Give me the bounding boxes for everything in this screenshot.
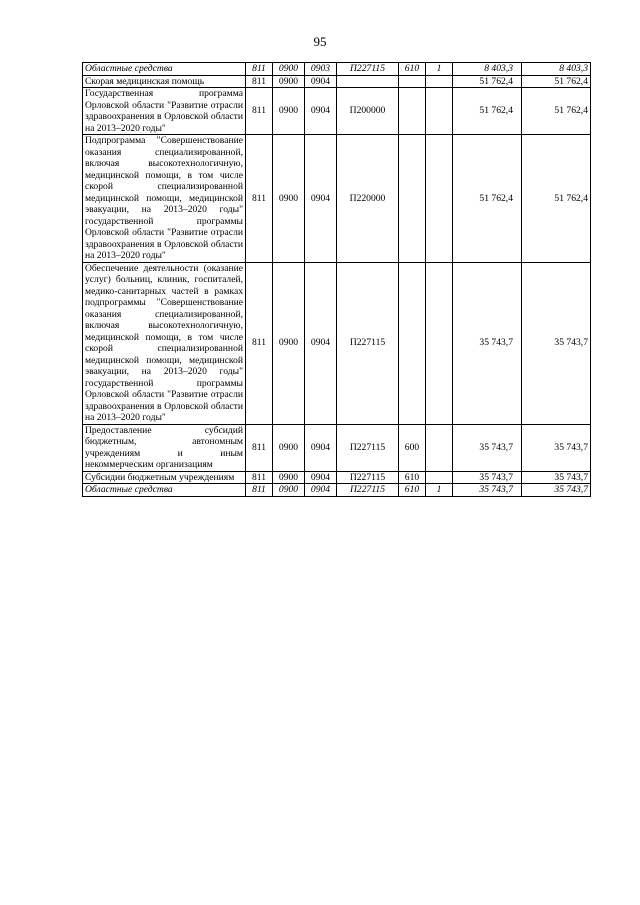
expense-type-code: 610: [399, 471, 426, 484]
amount-2: 35 743,7: [522, 471, 591, 484]
amount-1: 35 743,7: [453, 484, 522, 497]
grbs-code: 811: [246, 262, 273, 424]
target-item-code: П227115: [337, 484, 399, 497]
amount-2: 35 743,7: [522, 262, 591, 424]
subsection-code: 0904: [305, 262, 337, 424]
amount-2: 8 403,3: [522, 63, 591, 76]
grbs-code: 811: [246, 63, 273, 76]
table-row: [83, 471, 591, 484]
grbs-code: 811: [246, 88, 273, 135]
amount-2: 35 743,7: [522, 484, 591, 497]
row-name: Подпрограмма "Совершенствование оказания специализированной, включая высокотехнологичную, медицинской помощи, в том числе скорой специализированной медицинской помощи, медицинской эвакуации, на 2013–2020 годы" государственной программы Орловской области "Развитие отрасли здравоохранения в Орловской области на 2013–2020 годы": [83, 135, 246, 263]
section-code: 0900: [273, 424, 305, 471]
target-item-code: П227115: [337, 262, 399, 424]
page-number: 95: [313, 34, 327, 49]
expense-type-code: [399, 262, 426, 424]
table-row: [83, 424, 591, 471]
amount-1: 35 743,7: [453, 262, 522, 424]
expense-type-code: [399, 135, 426, 263]
target-item-code: П200000: [337, 88, 399, 135]
section-code: 0900: [273, 471, 305, 484]
amount-1: 51 762,4: [453, 88, 522, 135]
target-item-code: П227115: [337, 471, 399, 484]
funding-source-code: [426, 88, 453, 135]
target-item-code: [337, 75, 399, 88]
amount-1: 51 762,4: [453, 75, 522, 88]
target-item-code: П227115: [337, 63, 399, 76]
target-item-code: П220000: [337, 135, 399, 263]
subsection-code: 0904: [305, 135, 337, 263]
section-code: 0900: [273, 63, 305, 76]
budget-table: [82, 62, 591, 497]
row-name: Предоставление субсидий бюджетным, автономным учреждениям и иным некоммерческим организациям: [83, 424, 246, 471]
expense-type-code: 600: [399, 424, 426, 471]
grbs-code: 811: [246, 135, 273, 263]
table-row: [83, 88, 591, 135]
row-name: Областные средства: [83, 484, 246, 497]
row-name: Областные средства: [83, 63, 246, 76]
section-code: 0900: [273, 75, 305, 88]
subsection-code: 0903: [305, 63, 337, 76]
expense-type-code: 610: [399, 63, 426, 76]
amount-2: 51 762,4: [522, 88, 591, 135]
budget-table-body: [83, 63, 591, 497]
expense-type-code: [399, 88, 426, 135]
expense-type-code: [399, 75, 426, 88]
funding-source-code: [426, 75, 453, 88]
amount-1: 35 743,7: [453, 424, 522, 471]
amount-2: 35 743,7: [522, 424, 591, 471]
section-code: 0900: [273, 484, 305, 497]
target-item-code: П227115: [337, 424, 399, 471]
grbs-code: 811: [246, 75, 273, 88]
section-code: 0900: [273, 88, 305, 135]
row-name: Государственная программа Орловской области "Развитие отрасли здравоохранения в Орловской области на 2013–2020 годы": [83, 88, 246, 135]
grbs-code: 811: [246, 424, 273, 471]
subsection-code: 0904: [305, 484, 337, 497]
table-row: [83, 484, 591, 497]
row-name: Скорая медицинская помощь: [83, 75, 246, 88]
subsection-code: 0904: [305, 471, 337, 484]
table-row: [83, 135, 591, 263]
subsection-code: 0904: [305, 424, 337, 471]
grbs-code: 811: [246, 484, 273, 497]
amount-1: 35 743,7: [453, 471, 522, 484]
funding-source-code: [426, 471, 453, 484]
section-code: 0900: [273, 262, 305, 424]
grbs-code: 811: [246, 471, 273, 484]
funding-source-code: [426, 135, 453, 263]
amount-2: 51 762,4: [522, 75, 591, 88]
table-row: [83, 63, 591, 76]
funding-source-code: 1: [426, 63, 453, 76]
subsection-code: 0904: [305, 88, 337, 135]
funding-source-code: [426, 262, 453, 424]
funding-source-code: 1: [426, 484, 453, 497]
amount-1: 51 762,4: [453, 135, 522, 263]
funding-source-code: [426, 424, 453, 471]
expense-type-code: 610: [399, 484, 426, 497]
row-name: Субсидии бюджетным учреждениям: [83, 471, 246, 484]
amount-2: 51 762,4: [522, 135, 591, 263]
amount-1: 8 403,3: [453, 63, 522, 76]
table-row: [83, 262, 591, 424]
table-row: [83, 75, 591, 88]
section-code: 0900: [273, 135, 305, 263]
row-name: Обеспечение деятельности (оказание услуг) больниц, клиник, госпиталей, медико-санитарных частей в рамках подпрограммы "Совершенствование оказания специализированной, включая высокотехнологичную, медицинской помощи, в том числе скорой специализированной медицинской помощи, медицинской эвакуации, на 2013–2020 годы" государственной программы Орловской области "Развитие отрасли здравоохранения в Орловской области на 2013–2020 годы": [83, 262, 246, 424]
subsection-code: 0904: [305, 75, 337, 88]
